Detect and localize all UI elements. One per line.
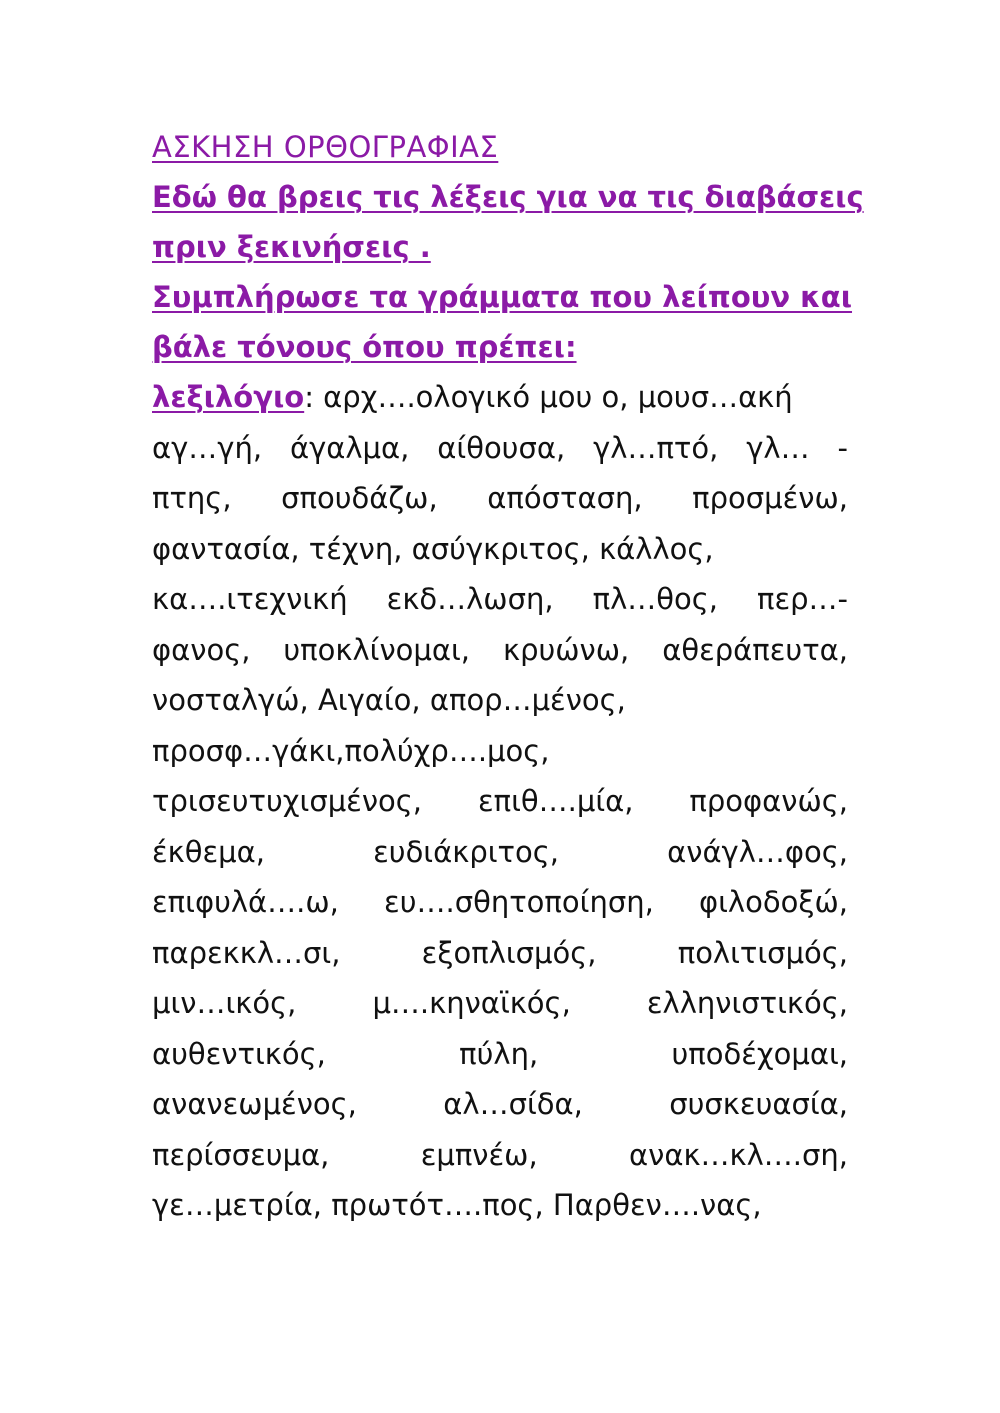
vocab-line: φαντασία, τέχνη, ασύγκριτος, κάλλος,: [152, 531, 714, 566]
vocab-line: αυθεντικός, πύλη, υποδέχομαι,: [152, 1036, 848, 1071]
vocab-line: προσφ…γάκι,πολύχρ….μος,: [152, 733, 550, 768]
vocab-first-line-text: : αρχ….ολογικό μου ο, μουσ…ακή: [304, 380, 793, 414]
vocab-line: πτης, σπουδάζω, απόσταση, προσμένω,: [152, 481, 848, 515]
instruction-line-3: Συμπλήρωσε τα γράμματα που λείπουν και: [152, 280, 853, 314]
vocab-line: νοσταλγώ, Αιγαίο, απορ…μένος,: [152, 683, 626, 717]
vocab-line: παρεκκλ…σι, εξοπλισμός, πολιτισμός,: [152, 935, 848, 970]
vocab-line: έκθεμα, ευδιάκριτος, ανάγλ…φος,: [152, 834, 848, 869]
vocab-line: αγ…γή, άγαλμα, αίθουσα, γλ…πτό, γλ… -: [152, 430, 848, 465]
vocab-line: φανος, υποκλίνομαι, κρυώνω, αθεράπευτα,: [152, 632, 848, 667]
vocab-line: επιφυλά….ω, ευ….σθητοποίηση, φιλοδοξώ,: [152, 885, 848, 919]
worksheet: [152, 122, 864, 1231]
vocab-line: γε…μετρία, πρωτότ….πος, Παρθεν….νας,: [152, 1188, 762, 1222]
vocab-line: περίσσευμα, εμπνέω, ανακ…κλ….ση,: [152, 1137, 848, 1172]
vocab-line: μιν…ικός, μ….κηναϊκός, ελληνιστικός,: [152, 986, 848, 1020]
instruction-line-4: βάλε τόνους όπου πρέπει:: [152, 330, 577, 364]
vocab-label: λεξιλόγιο: [152, 380, 305, 414]
instruction-line-2: πριν ξεκινήσεις .: [152, 230, 431, 264]
worksheet-title: ΑΣΚΗΣΗ ΟΡΘΟΓΡΑΦΙΑΣ: [152, 130, 499, 164]
vocab-line: κα….ιτεχνική εκδ…λωση, πλ…θος, περ…-: [152, 582, 848, 616]
instruction-line-1: Εδώ θα βρεις τις λέξεις για να τις διαβάσεις: [152, 180, 864, 214]
vocab-first-line: [152, 372, 848, 423]
vocab-line: τρισευτυχισμένος, επιθ….μία, προφανώς,: [152, 784, 848, 818]
vocab-line: ανανεωμένος, αλ…σίδα, συσκευασία,: [152, 1087, 848, 1121]
